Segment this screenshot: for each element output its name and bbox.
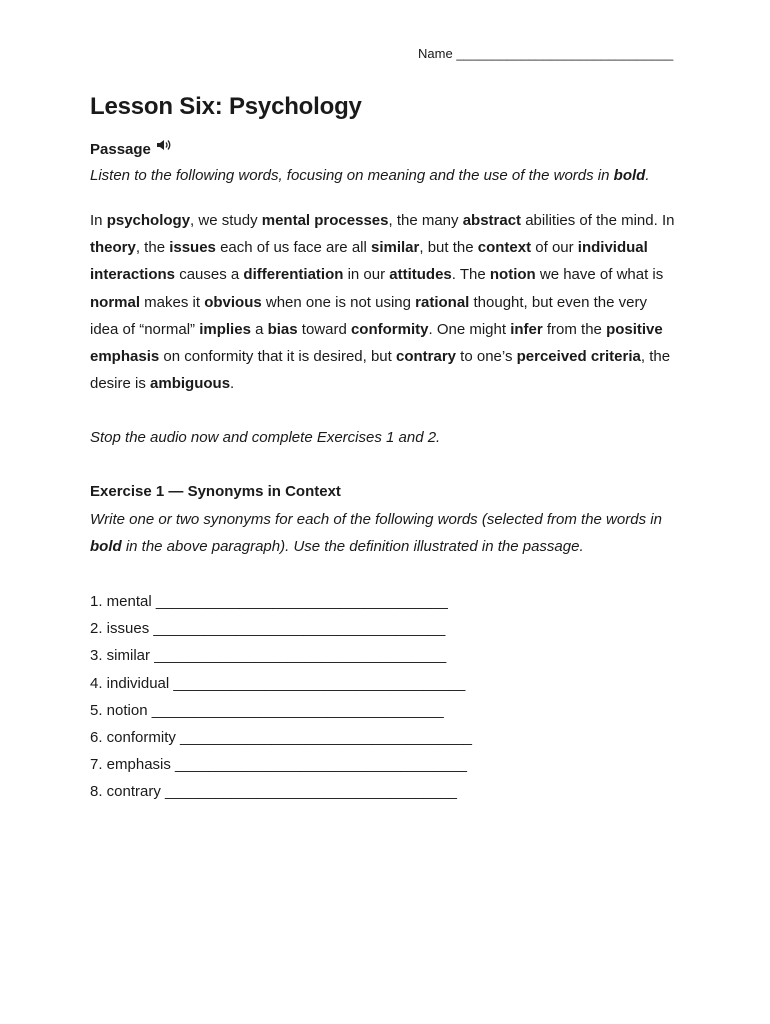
speaker-icon[interactable] <box>156 138 172 152</box>
answer-blank[interactable]: ___________________________________ <box>165 783 458 801</box>
exercise1-list <box>90 588 472 806</box>
vocab-word: bias <box>267 320 298 338</box>
passage-text: in our <box>343 266 390 284</box>
vocab-word: mental processes <box>261 212 389 229</box>
passage-text: thought, but even the very <box>469 293 647 311</box>
vocab-word: interactions <box>90 266 176 284</box>
passage-text: of our <box>531 239 578 257</box>
answer-blank[interactable]: ___________________________________ <box>153 620 446 638</box>
passage-line <box>90 289 690 316</box>
passage-text: , the <box>640 348 671 366</box>
exercise-item-label: 2. issues <box>90 620 150 638</box>
name-field <box>418 46 673 61</box>
exercise-item-label: 4. individual <box>90 674 170 692</box>
passage-text: . One might <box>428 320 511 338</box>
vocab-word: individual <box>577 239 648 257</box>
passage-text: when one is not using <box>261 293 416 311</box>
vocab-word: implies <box>199 320 251 338</box>
vocab-word: contrary <box>395 348 457 366</box>
instruction-rest: in the above paragraph). Use the definition illustrated in the passage. <box>121 538 584 556</box>
answer-blank[interactable]: ___________________________________ <box>180 728 473 746</box>
exercise-item <box>90 697 472 724</box>
vocab-word: emphasis <box>90 348 160 366</box>
stop-audio-note: Stop the audio now and complete Exercises 1 and 2. <box>90 429 441 446</box>
instruction-bold-word: bold <box>613 167 646 184</box>
passage-text: on conformity that it is desired, but <box>159 348 396 366</box>
exercise-item <box>90 724 472 751</box>
instruction-text: Listen to the following words, focusing on meaning and the use of the words in <box>90 167 614 184</box>
answer-blank[interactable]: ___________________________________ <box>151 701 444 719</box>
answer-blank[interactable]: ___________________________________ <box>155 593 448 610</box>
instruction-bold-word: bold <box>90 538 122 556</box>
page-title: Lesson Six: Psychology <box>90 93 362 120</box>
passage-line <box>90 370 690 397</box>
vocab-word: infer <box>510 320 543 338</box>
passage-line <box>90 207 690 234</box>
vocab-word: theory <box>90 239 136 257</box>
vocab-word: notion <box>489 266 536 284</box>
exercise-item-label: 5. notion <box>90 701 148 719</box>
passage-line <box>90 234 690 261</box>
vocab-word: abstract <box>462 212 522 229</box>
exercise-item <box>90 670 472 697</box>
exercise-item <box>90 615 472 642</box>
exercise-item-label: 7. emphasis <box>90 756 171 774</box>
exercise-item <box>90 751 472 778</box>
passage-text: , the many <box>388 212 463 229</box>
passage-heading-label: Passage <box>90 141 151 158</box>
passage-paragraph <box>90 207 690 397</box>
passage-line <box>90 316 690 343</box>
passage-text: we have of what is <box>535 266 664 284</box>
vocab-word: normal <box>90 293 141 311</box>
passage-text: , the <box>135 239 170 257</box>
exercise1-instruction <box>90 506 690 560</box>
exercise-item <box>90 642 472 669</box>
passage-text: idea of “normal” <box>90 320 200 338</box>
vocab-word: psychology <box>106 212 191 229</box>
passage-text: toward <box>297 320 351 338</box>
passage-text: desire is <box>90 375 151 393</box>
vocab-word: conformity <box>350 320 429 338</box>
passage-heading <box>90 141 172 158</box>
passage-text: a <box>250 320 268 338</box>
answer-blank[interactable]: ___________________________________ <box>173 674 466 692</box>
exercise-item-label: 6. conformity <box>90 728 176 746</box>
passage-line <box>90 343 690 370</box>
passage-text: makes it <box>140 293 205 311</box>
passage-line <box>90 261 690 288</box>
vocab-word: obvious <box>204 293 262 311</box>
vocab-word: perceived criteria <box>516 348 641 366</box>
passage-text: abilities of the mind. In <box>521 212 675 229</box>
vocab-word: similar <box>371 239 420 257</box>
answer-blank[interactable]: ___________________________________ <box>154 647 447 665</box>
passage-text: from the <box>542 320 607 338</box>
name-blank[interactable]: ______________________________ <box>456 46 674 61</box>
vocab-word: attitudes <box>389 266 452 284</box>
passage-text: . <box>230 375 235 393</box>
name-label: Name <box>418 46 453 61</box>
passage-text: causes a <box>175 266 244 284</box>
exercise-item <box>90 778 472 805</box>
vocab-word: issues <box>169 239 216 257</box>
vocab-word: differentiation <box>243 266 344 284</box>
vocab-word: ambiguous <box>150 375 231 393</box>
exercise-item-label: 1. mental <box>90 593 152 610</box>
passage-text: each of us face are all <box>215 239 371 257</box>
passage-text: , but the <box>419 239 478 257</box>
vocab-word: rational <box>415 293 470 311</box>
exercise1-instruction-line1: Write one or two synonyms for each of the following words (selected from the words in <box>90 511 662 528</box>
passage-text: . The <box>451 266 490 284</box>
exercise1-instruction-line2 <box>90 533 690 560</box>
exercise-item-label: 8. contrary <box>90 783 161 801</box>
passage-text: In <box>90 212 107 229</box>
answer-blank[interactable]: ___________________________________ <box>175 756 468 774</box>
passage-text: to one’s <box>456 348 517 366</box>
exercise-item <box>90 588 472 615</box>
vocab-word: context <box>477 239 532 257</box>
passage-text: , we study <box>190 212 262 229</box>
instruction-period: . <box>645 167 650 184</box>
vocab-word: positive <box>606 320 663 338</box>
exercise-item-label: 3. similar <box>90 647 151 665</box>
exercise1-heading: Exercise 1 — Synonyms in Context <box>90 483 341 500</box>
passage-instruction <box>90 167 649 184</box>
